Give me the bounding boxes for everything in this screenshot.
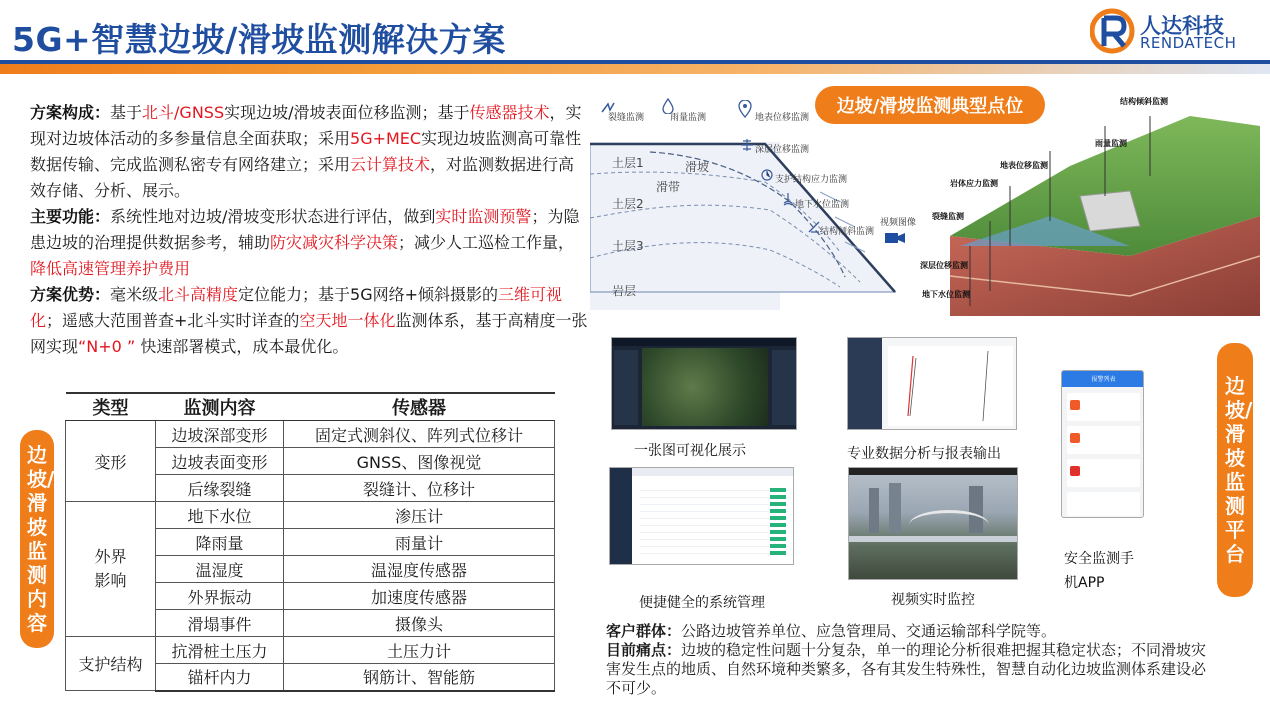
sensor-cell: 渗压计: [284, 502, 555, 529]
surface-displacement-label: 地表位移监测: [755, 113, 810, 123]
analysis-chart-thumb: [888, 346, 1013, 426]
tilt-monitor-label: 结构倾斜监测: [820, 227, 875, 237]
video-camera-icon: [884, 230, 906, 246]
caption-visualization: 一张图可视化展示: [634, 443, 746, 459]
mobile-app-screenshot: [1061, 370, 1144, 518]
typical-points-pill: 边坡/滑坡监测典型点位: [815, 86, 1045, 124]
col-content: 监测内容: [156, 393, 284, 421]
data-analysis-screenshot: [847, 337, 1017, 430]
label-groundwater: 地下水位监测: [922, 290, 970, 299]
caption-video: 视频实时监控: [891, 592, 975, 608]
sensor-cell: 摄像头: [284, 610, 555, 637]
location-pin-icon: [738, 100, 752, 118]
sensor-cell: 钢筋计、智能筋: [284, 664, 555, 691]
monitoring-table: [65, 392, 555, 692]
para-functions: 主要功能：系统性地对边坡/滑坡变形状态进行评估，做到实时监测预警；为隐患边坡的治理提供数据参考，辅助防灾减灾科学决策；减少人工巡检工作量，降低高速管理养护费用: [30, 207, 580, 278]
page-title: 5G+智慧边坡/滑坡监测解决方案: [12, 20, 506, 59]
layer-soil-2: 土层2: [612, 197, 644, 211]
solution-description: [30, 100, 590, 360]
label-deep: 深层位移监测: [920, 261, 968, 270]
app-header-title: 报警列表: [1091, 376, 1116, 383]
monitoring-platform-pill: 边坡/滑坡监测平台: [1217, 343, 1253, 597]
label-surface: 地表位移监测: [1000, 161, 1048, 170]
system-management-screenshot: [609, 467, 794, 565]
deep-layer-icon: [740, 138, 754, 152]
content-cell: 边坡深部变形: [156, 421, 284, 448]
logo-cn: 人达科技: [1140, 14, 1224, 38]
monitoring-content-pill: 边坡/滑坡监测内容: [20, 430, 54, 648]
content-cell: 锚杆内力: [156, 664, 284, 691]
crack-icon: [600, 100, 616, 116]
deep-displacement-label: 深层位移监测: [755, 145, 810, 155]
content-cell: 地下水位: [156, 502, 284, 529]
caption-app-line2: 机APP: [1064, 575, 1105, 591]
slope-cross-section-diagram: [590, 92, 960, 310]
caption-analysis: 专业数据分析与报表输出: [847, 446, 1001, 462]
label-rock-stress: 岩体应力监测: [950, 179, 998, 188]
stress-icon: [760, 168, 774, 182]
content-cell: 降雨量: [156, 529, 284, 556]
video-label: 视频图像: [880, 218, 917, 228]
water-level-icon: [782, 192, 794, 206]
sensor-cell: 加速度传感器: [284, 583, 555, 610]
sensor-cell: 固定式测斜仪、阵列式位移计: [284, 421, 555, 448]
layer-rock: 岩层: [612, 284, 637, 298]
table-header-row: [66, 393, 555, 421]
content-cell: 外界振动: [156, 583, 284, 610]
content-cell: 边坡表面变形: [156, 448, 284, 475]
raindrop-icon: [662, 98, 674, 114]
slope-3d-svg: [930, 96, 1260, 316]
crack-monitor-label: 裂缝监测: [608, 113, 645, 123]
sensor-cell: 雨量计: [284, 529, 555, 556]
layer-soil-3: 土层3: [612, 239, 644, 253]
slope-3d-illustration: [920, 96, 1260, 316]
table-row: [66, 637, 555, 664]
label-crack: 裂缝监测: [932, 212, 964, 221]
gis-map-screenshot: [611, 337, 797, 430]
para-advantages: 方案优势：毫米级北斗高精度定位能力；基于5G网络+倾斜摄影的三维可视化；遥感大范围普查+北斗实时详查的空天地一体化监测体系，基于高精度一张网实现“N+0 ” 快速部署模式，成本最优化。: [30, 285, 588, 356]
type-cell: 外界影响: [66, 502, 156, 637]
content-cell: 滑塌事件: [156, 610, 284, 637]
table-row: [66, 502, 555, 529]
col-type: 类型: [66, 393, 156, 421]
layer-soil-1: 土层1: [612, 156, 644, 170]
content-cell: 抗滑桩土压力: [156, 637, 284, 664]
sensor-cell: 裂缝计、位移计: [284, 475, 555, 502]
caption-management: 便捷健全的系统管理: [639, 595, 765, 611]
content-cell: 温湿度: [156, 556, 284, 583]
video-monitoring-screenshot: [848, 467, 1018, 580]
sensor-cell: 土压力计: [284, 637, 555, 664]
groundwater-label: 地下水位监测: [795, 200, 850, 210]
tilt-icon: [807, 220, 821, 234]
logo-en: RENDATECH: [1140, 34, 1237, 52]
rain-monitor-label: 雨量监测: [670, 113, 707, 123]
content-cell: 后缘裂缝: [156, 475, 284, 502]
pain-points: 目前痛点：边坡的稳定性问题十分复杂，单一的理论分析很难把握其稳定状态；不同滑坡灾害发生点的地质、自然环境种类繁多，各有其发生特殊性，智慧自动化边坡监测体系建设必不可少。: [606, 641, 1207, 697]
support-stress-label: 支护结构应力监测: [775, 175, 848, 185]
type-cell: 变形: [66, 421, 156, 502]
cross-section-svg: [590, 92, 960, 310]
bottom-info: [606, 622, 1216, 698]
caption-app-line1: 安全监测手: [1064, 551, 1134, 567]
slide-zone-label: 滑带: [656, 180, 681, 194]
label-rain: 雨量监测: [1095, 139, 1127, 148]
customer-group: 客户群体：公路边坡管养单位、应急管理局、交通运输部科学院等。: [606, 622, 1057, 640]
label-tilt: 结构倾斜监测: [1120, 97, 1168, 106]
slide-label: 滑坡: [685, 160, 710, 174]
para-composition: 方案构成：基于北斗/GNSS实现边坡/滑坡表面位移监测；基于传感器技术，实现对边坡体活动的多参量信息全面获取；采用5G+MEC实现边坡监测高可靠性数据传输、完成监测私密专有网络建立；采用云计算技术，对监测数据进行高效存储、分析、展示。: [30, 103, 582, 200]
header-gradient-bar: [0, 64, 1270, 74]
col-sensor: 传感器: [284, 393, 555, 421]
table-row: [66, 421, 555, 448]
sensor-cell: GNSS、图像视觉: [284, 448, 555, 475]
type-cell: 支护结构: [66, 637, 156, 691]
sensor-cell: 温湿度传感器: [284, 556, 555, 583]
